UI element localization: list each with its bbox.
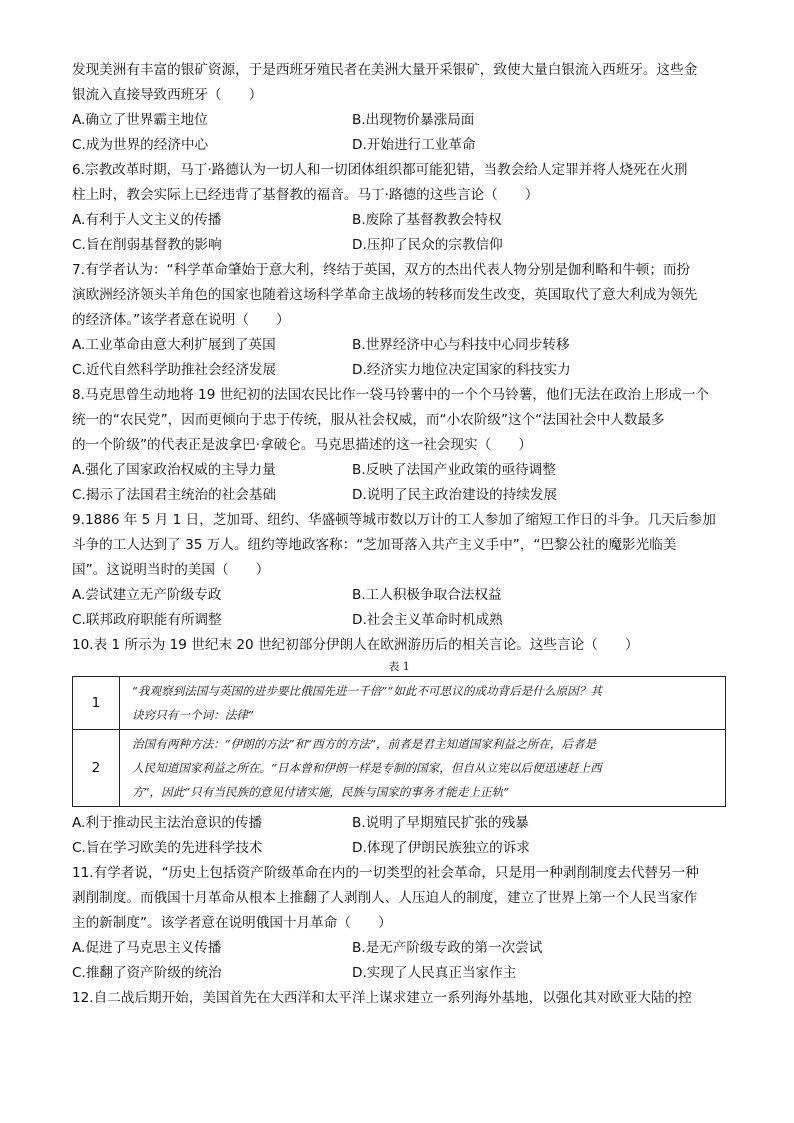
question-text-line: 柱上时，教会实际上已经违背了基督教的福音。马丁·路德的这些言论（ ） [72,187,539,203]
quote-line: 人民知道国家利益之所在。“日本曾和伊朗一样是专制的国家，但自从立宪以后便迅速赶上西 [132,761,602,775]
option-d: D.体现了伊朗民族独立的诉求 [352,840,530,856]
question-text-line: 国”。这说明当时的美国（ ） [72,562,270,578]
table-row [73,730,726,807]
option-b: B.出现物价暴涨局面 [352,112,475,128]
question-text-line: 发现美洲有丰富的银矿资源，于是西班牙殖民者在美洲大量开采银矿，致使大量白银流入西班牙。这些金 [72,62,698,78]
question-text-line: 的一个阶级”的代表正是波拿巴·拿破仑。马克思描述的这一社会现实（ ） [72,437,532,453]
question-text-line: 统一的“农民党”，因而更倾向于忠于传统，服从社会权威，而“小农阶级”这个“法国社会中人数最多 [72,412,665,428]
question-10 [72,633,726,861]
row-number: 2 [73,730,120,807]
option-c: C.联邦政府职能有所调整 [72,612,222,628]
row-quote [120,677,726,730]
row-quote [120,730,726,807]
question-6 [72,158,726,258]
table-caption: 表 1 [388,660,410,673]
option-b: B.反映了法国产业政策的亟待调整 [352,462,556,478]
question-text-line: 8.马克思曾生动地将 19 世纪初的法国农民比作一袋马铃薯中的一个个马铃薯，他们无法在政治上形成一个 [72,387,710,403]
quote-line: 诀窍只有一个词：法律” [132,708,254,722]
option-b: B.废除了基督教教会特权 [352,212,502,228]
question-text-line: 剥削制度。而俄国十月革命从根本上推翻了人剥削人、人压迫人的制度，建立了世界上第一个人民当家作 [72,890,698,906]
option-d: D.说明了民主政治建设的持续发展 [352,487,558,503]
option-d: D.实现了人民真正当家作主 [352,965,517,981]
option-a: A.尝试建立无产阶级专政 [72,587,222,603]
option-a: A.促进了马克思主义传播 [72,940,222,956]
question-text-line: 9.1886 年 5 月 1 日，芝加哥、纽约、华盛顿等城市数以万计的工人参加了缩短工作日的斗争。几天后参加 [72,512,716,528]
question-text-line: 斗争的工人达到了 35 万人。纽约等地政客称：“芝加哥落入共产主义手中”，“巴黎公社的魔影光临美 [72,537,677,553]
quote-line: 方”，因此“只有当民族的意见付诸实施，民族与国家的事务才能走上正轨” [132,785,510,799]
option-b: B.工人积极争取合法权益 [352,587,502,603]
option-d: D.社会主义革命时机成熟 [352,612,503,628]
option-d: D.开始进行工业革命 [352,137,476,153]
quote-table [72,676,726,807]
question-8 [72,383,726,508]
question-11 [72,861,726,986]
question-text-line: 10.表 1 所示为 19 世纪末 20 世纪初部分伊朗人在欧洲游历后的相关言论。这些言论（ ） [72,637,639,653]
question-9 [72,508,726,633]
option-c: C.旨在削弱基督教的影响 [72,237,222,253]
question-12 [72,986,726,1011]
option-b: B.说明了早期殖民扩张的残暴 [352,815,529,831]
question-text-line: 12.自二战后期开始，美国首先在大西洋和太平洋上谋求建立一系列海外基地，以强化其对欧亚大陆的控 [72,990,692,1006]
option-b: B.世界经济中心与科技中心同步转移 [352,337,570,353]
question-text-line: 7.有学者认为：“科学革命肇始于意大利，终结于英国，双方的杰出代表人物分别是伽利略和牛顿；而扮 [72,262,691,278]
option-a: A.强化了国家政治权威的主导力量 [72,462,276,478]
option-d: D.压抑了民众的宗教信仰 [352,237,503,253]
question-text-line: 6.宗教改革时期，马丁·路德认为一切人和一切团体组织都可能犯错，当教会给人定罪并将人烧死在火刑 [72,162,688,178]
option-a: A.确立了世界霸主地位 [72,112,208,128]
option-d: D.经济实力地位决定国家的科技实力 [352,362,571,378]
quote-line: 治国有两种方法：“伊朗的方法”和“西方的方法”，前者是君主知道国家利益之所在，后者是 [132,737,597,751]
option-c: C.推翻了资产阶级的统治 [72,965,222,981]
option-b: B.是无产阶级专政的第一次尝试 [352,940,543,956]
question-text-line: 的经济体。”该学者意在说明（ ） [72,312,290,328]
table-row [73,677,726,730]
option-c: C.旨在学习欧美的先进科学技术 [72,840,263,856]
quote-line: “我观察到法国与英国的进步要比俄国先进一千倍”“如此不可思议的成功背后是什么原因？其 [132,684,602,698]
question-text-line: 主的新制度”。该学者意在说明俄国十月革命（ ） [72,915,392,931]
option-a: A.工业革命由意大利扩展到了英国 [72,337,276,353]
option-a: A.利于推动民主法治意识的传播 [72,815,263,831]
question-text-line: 银流入直接导致西班牙（ ） [72,87,263,103]
exam-page [72,58,726,1011]
question-5-continued [72,58,726,158]
option-c: C.揭示了法国君主统治的社会基础 [72,487,277,503]
row-number: 1 [73,677,120,730]
question-text-line: 11.有学者说，“历史上包括资产阶级革命在内的一切类型的社会革命，只是用一种剥削制度去代替另一种 [72,865,699,881]
option-c: C.成为世界的经济中心 [72,137,209,153]
option-c: C.近代自然科学助推社会经济发展 [72,362,277,378]
question-7 [72,258,726,383]
question-text-line: 演欧洲经济领头羊角色的国家也随着这场科学革命主战场的转移而发生改变，英国取代了意大利成为领先 [72,287,698,303]
option-a: A.有利于人文主义的传播 [72,212,222,228]
